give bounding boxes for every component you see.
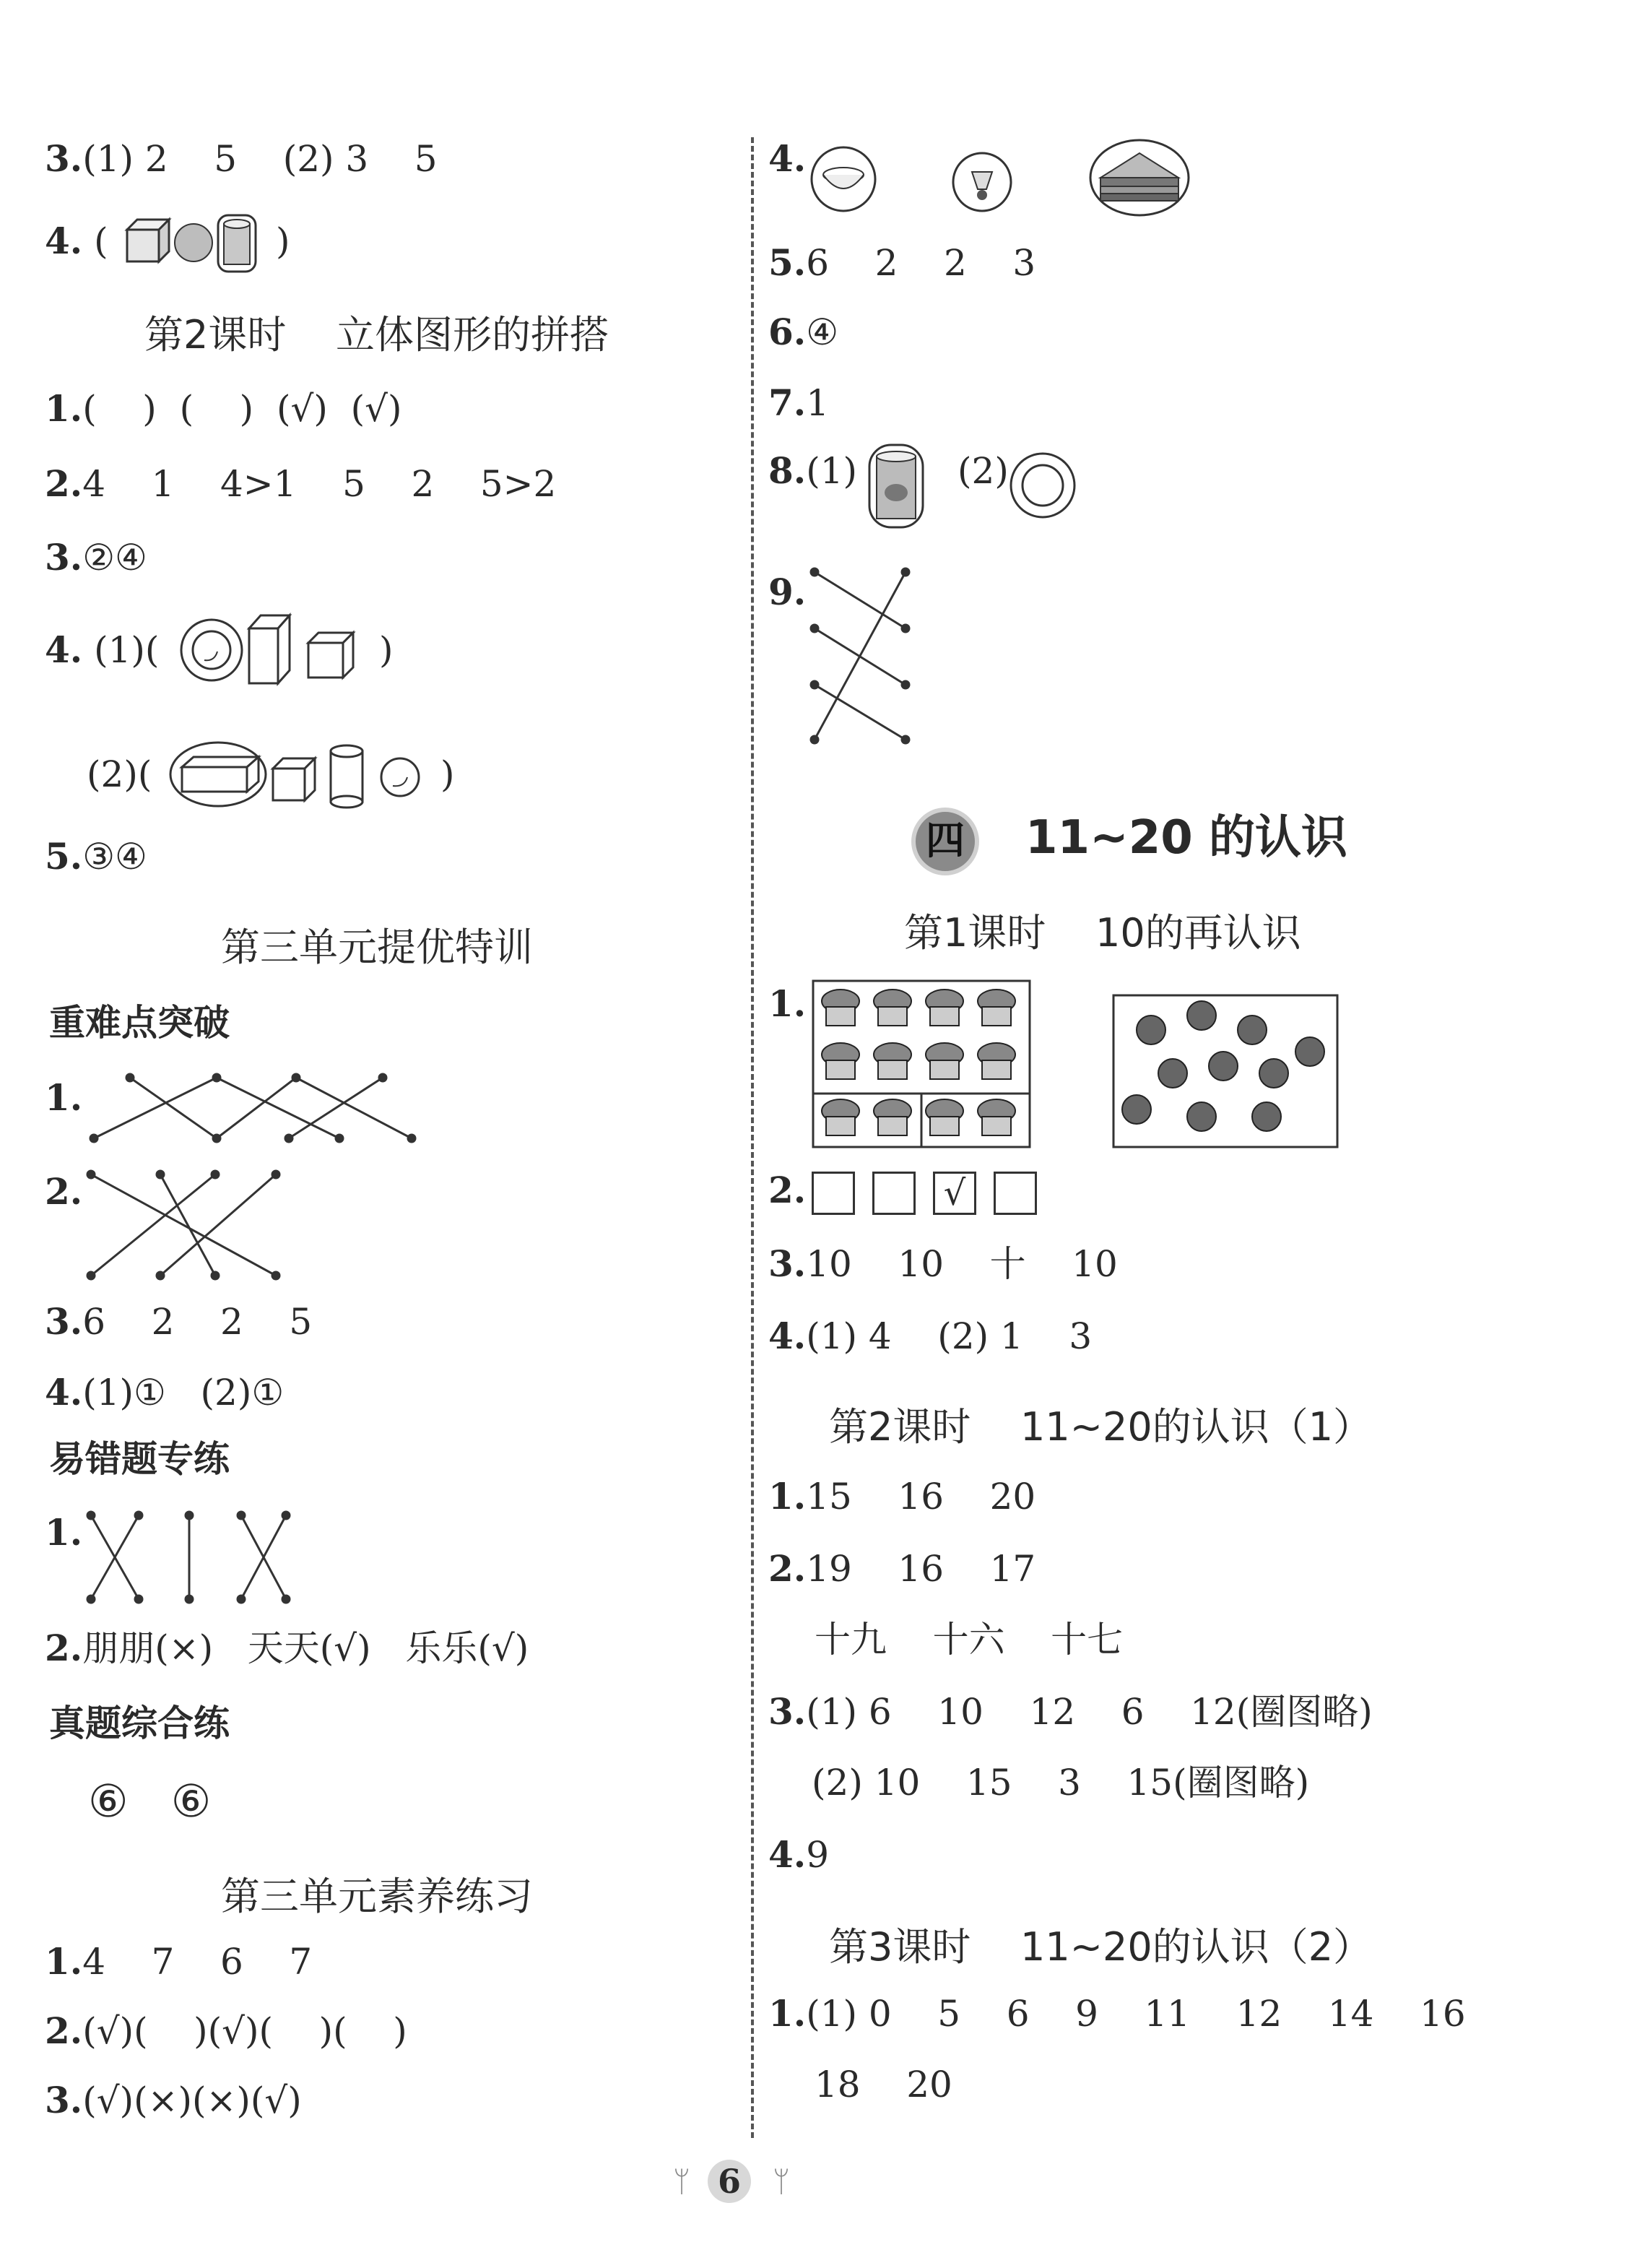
q-number: 2. [768,1547,807,1590]
lesson-title: 第2课时 立体图形的拼搭 [144,312,609,358]
q-number: 4. [768,137,807,180]
q-number: 4. [768,1315,807,1357]
answer-text: (1) 4 (2) 1 3 [806,1315,1093,1357]
answer-3 [45,137,438,181]
answer-2 [45,462,556,506]
answer-1 [45,1076,82,1120]
section-title: 第三单元素养练习 [221,1874,533,1919]
q-number: 2. [45,1170,83,1213]
page-number: 6 [708,2160,751,2203]
answer-2 [45,2009,407,2053]
answer-text: (1)① (2)① [82,1372,285,1414]
answer-text: (2) [958,450,1009,492]
choice-box-2 [872,1172,916,1215]
q-number: 5. [768,241,807,284]
can-icon [864,441,936,534]
answer-text: (√)( )(√)( )( ) [82,2010,407,2052]
unit-number-badge: 四 [911,808,979,875]
matching-lines-figure [81,1163,298,1286]
q-number: 3. [768,1242,807,1285]
answer-text: (1)( [94,629,160,671]
answer-7 [768,381,829,425]
subsection-title: 重难点突破 [49,1002,230,1044]
answer-2 [768,1169,806,1212]
q-number: 2. [45,462,83,505]
q-number: 1. [45,1940,83,1983]
shapes-cube-sphere-cylinder-figure [123,211,274,276]
choice-box-1 [812,1172,855,1215]
answer-6 [768,311,838,354]
answer-text: 1 [806,382,830,424]
ring-icon [1008,446,1080,526]
q-number: 6. [768,311,807,353]
q-number: 4. [768,1833,807,1876]
choice-box-4 [994,1172,1037,1215]
answer-text: 9 [806,1834,830,1876]
answer-text: 6 2 2 5 [82,1301,313,1343]
matching-lines-figure [81,1507,298,1608]
matching-lines-figure [79,1069,426,1156]
q-number: 3. [45,2079,83,2121]
subsection-title: 易错题专练 [49,1438,230,1480]
shapes-figure-4-2 [168,734,464,813]
column-divider [751,137,754,2138]
answer-text: (√)(×)(×)(√) [82,2079,302,2121]
answer-text: ②④ [82,537,147,579]
answer-2 [768,1547,1035,1590]
answer-4 [768,137,806,181]
q-number: 3. [45,536,83,579]
q-number: 1. [768,1992,807,2035]
answer-text: 18 20 [815,2064,952,2105]
q-number: 1. [45,387,83,430]
q-number: 3. [45,1300,83,1343]
lesson-title: 第2课时 11~20的认识（1） [829,1404,1373,1450]
answer-text: 10 10 十 10 [806,1243,1118,1285]
q-number: 1. [768,982,807,1025]
answer-text: (1) 2 5 (2) 3 5 [82,138,438,180]
q-number: 3. [45,137,83,180]
answer-1 [45,1511,82,1554]
answer-text: ( ) ( ) (√) (√) [82,388,402,430]
answer-3 [45,2079,302,2122]
answer-3 [768,1690,1373,1734]
choice-box-3: √ [933,1172,976,1215]
paren: ) [440,753,455,795]
answer-4 [768,1833,829,1877]
answer-5 [768,241,1035,285]
q-number: 7. [768,381,807,424]
answer-4-1 [45,628,159,672]
q-number: 5. [45,835,83,878]
q-number: 1. [45,1076,83,1119]
answer-2 [45,1627,529,1670]
q-number: 1. [768,1475,807,1518]
q-number: 4. [45,1371,83,1414]
answer-4 [768,1315,1092,1358]
cupcakes-and-figures-counting-image [812,979,1346,1153]
paren: ( [94,220,108,262]
answer-4 [45,1371,284,1414]
q-number: 2. [768,1169,807,1211]
answer-text: (1) 0 5 6 9 11 12 14 16 [806,1993,1466,2035]
section-title: 第三单元提优特训 [221,925,533,970]
q-number: 2. [45,2009,83,2052]
sprout-icon: ᛘ [673,2165,690,2199]
answer-1 [768,1992,1466,2035]
answer-1 [45,1940,312,1983]
answer-4 [45,220,108,263]
answer-text: (1) 6 10 12 6 12(圈图略) [806,1691,1373,1733]
lesson-title: 第3课时 11~20的认识（2） [829,1924,1373,1970]
answer-text: 19 16 17 [806,1548,1036,1590]
answer-text: ⑥ ⑥ [88,1775,212,1827]
answer-1 [768,1475,1035,1518]
q-number: 4. [45,628,83,671]
answer-text: ③④ [82,836,147,878]
q-number: 3. [768,1690,807,1733]
lesson-title: 第1课时 10的再认识 [904,910,1301,956]
answer-3 [768,1242,1118,1286]
answer-2 [45,1170,82,1213]
unit-title: 11~20 的认识 [1025,811,1348,865]
paren: ) [276,220,290,262]
q-number: 8. [768,449,807,492]
shapes-figure-4-1 [177,608,372,695]
sprout-icon: ᛘ [773,2165,790,2199]
answer-text: 4 1 4>1 5 2 5>2 [82,463,557,505]
answer-1 [45,387,402,430]
answer-text: 十九 十六 十七 [815,1619,1124,1661]
subsection-title: 真题综合练 [49,1702,230,1744]
objects-bowl-shuttlecock-sandwich-figure [809,137,1199,224]
q-number: 4. [45,220,83,262]
answer-4-2: (2)( [87,753,152,795]
answer-text: (2) 10 15 3 15(圈图略) [812,1762,1310,1804]
answer-1 [768,982,806,1026]
answer-3 [45,1300,312,1343]
answer-text: 15 16 20 [806,1476,1036,1518]
answer-text: (1) [806,450,858,492]
answer-text: 4 7 6 7 [82,1941,313,1983]
q-number: 9. [768,571,807,613]
answer-text: 6 2 2 3 [806,242,1036,284]
answer-text: 朋朋(×) 天天(√) 乐乐(√) [82,1627,529,1669]
paren: ) [379,629,394,671]
q-number: 1. [45,1511,83,1554]
q-number: 2. [45,1627,83,1669]
answer-text: ④ [806,311,839,353]
answer-9 [768,571,806,614]
matching-lines-figure [802,563,917,751]
answer-3 [45,536,147,579]
answer-5 [45,835,147,878]
answer-8 [768,449,857,493]
